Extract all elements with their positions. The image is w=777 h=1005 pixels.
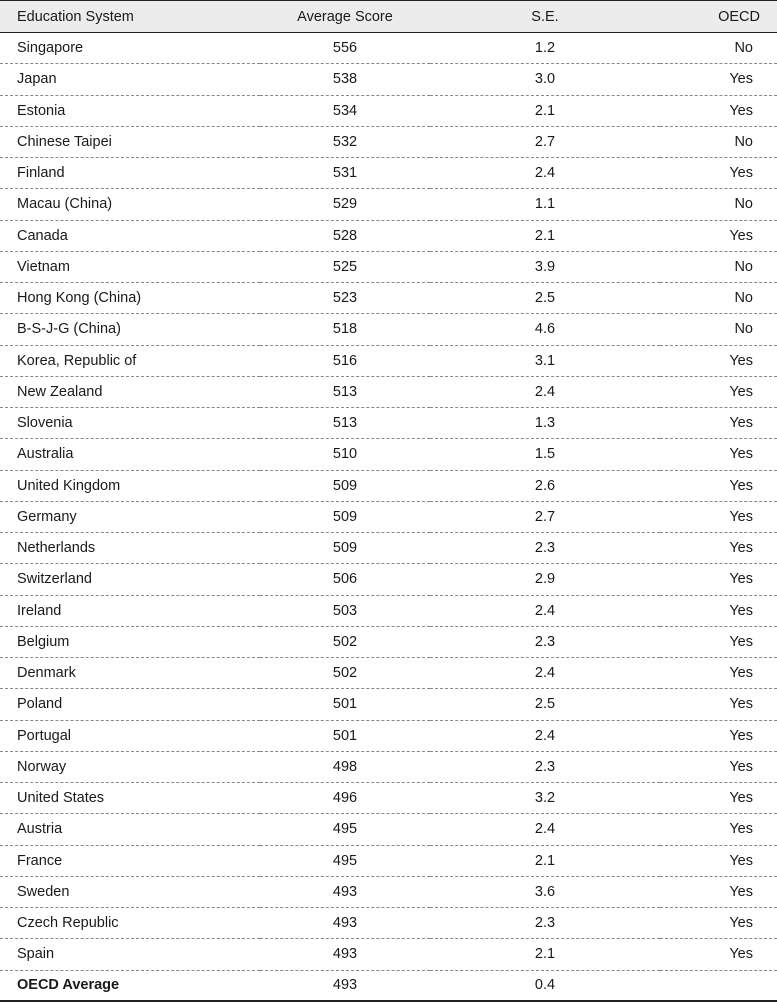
cell-average-score: 506	[260, 564, 430, 595]
cell-oecd: Yes	[660, 501, 777, 532]
cell-education-system: Netherlands	[0, 533, 260, 564]
oecd-average-row	[0, 970, 777, 1001]
cell-standard-error: 2.1	[430, 845, 660, 876]
cell-standard-error: 1.2	[430, 33, 660, 64]
cell-average-score: 495	[260, 845, 430, 876]
cell-average-score: 518	[260, 314, 430, 345]
average-score: 493	[260, 970, 430, 1001]
cell-education-system: Australia	[0, 439, 260, 470]
cell-education-system: Denmark	[0, 658, 260, 689]
table-row	[0, 220, 777, 251]
table-row	[0, 470, 777, 501]
table-row	[0, 158, 777, 189]
table-row	[0, 439, 777, 470]
cell-standard-error: 2.5	[430, 689, 660, 720]
cell-oecd: Yes	[660, 220, 777, 251]
cell-standard-error: 1.5	[430, 439, 660, 470]
cell-standard-error: 2.9	[430, 564, 660, 595]
table-header	[0, 1, 777, 33]
cell-average-score: 513	[260, 408, 430, 439]
cell-average-score: 496	[260, 783, 430, 814]
cell-oecd: Yes	[660, 626, 777, 657]
cell-average-score: 532	[260, 126, 430, 157]
cell-education-system: United Kingdom	[0, 470, 260, 501]
cell-standard-error: 3.9	[430, 251, 660, 282]
table-row	[0, 626, 777, 657]
header-row	[0, 1, 777, 33]
cell-average-score: 501	[260, 720, 430, 751]
cell-oecd: No	[660, 33, 777, 64]
cell-oecd: No	[660, 126, 777, 157]
cell-education-system: Macau (China)	[0, 189, 260, 220]
cell-oecd: Yes	[660, 845, 777, 876]
cell-standard-error: 3.1	[430, 345, 660, 376]
cell-standard-error: 2.1	[430, 939, 660, 970]
cell-standard-error: 2.4	[430, 658, 660, 689]
cell-oecd: Yes	[660, 564, 777, 595]
cell-oecd: No	[660, 251, 777, 282]
cell-standard-error: 2.5	[430, 283, 660, 314]
cell-standard-error: 2.4	[430, 814, 660, 845]
cell-education-system: Ireland	[0, 595, 260, 626]
table-row	[0, 595, 777, 626]
cell-oecd: Yes	[660, 376, 777, 407]
cell-average-score: 528	[260, 220, 430, 251]
cell-average-score: 556	[260, 33, 430, 64]
table-row	[0, 251, 777, 282]
cell-average-score: 509	[260, 533, 430, 564]
table-row	[0, 533, 777, 564]
cell-education-system: France	[0, 845, 260, 876]
cell-average-score: 498	[260, 751, 430, 782]
cell-standard-error: 2.3	[430, 533, 660, 564]
table-row	[0, 345, 777, 376]
cell-oecd: Yes	[660, 439, 777, 470]
table-row	[0, 783, 777, 814]
cell-oecd: Yes	[660, 720, 777, 751]
table-row	[0, 939, 777, 970]
cell-oecd: Yes	[660, 533, 777, 564]
cell-education-system: Slovenia	[0, 408, 260, 439]
cell-education-system: Japan	[0, 64, 260, 95]
cell-education-system: United States	[0, 783, 260, 814]
cell-education-system: Portugal	[0, 720, 260, 751]
header-standard-error: S.E.	[430, 1, 660, 33]
header-education-system: Education System	[0, 1, 260, 33]
table-row	[0, 564, 777, 595]
cell-standard-error: 3.0	[430, 64, 660, 95]
cell-oecd: Yes	[660, 689, 777, 720]
cell-oecd: Yes	[660, 64, 777, 95]
cell-average-score: 502	[260, 658, 430, 689]
cell-standard-error: 2.3	[430, 751, 660, 782]
cell-average-score: 503	[260, 595, 430, 626]
header-average-score: Average Score	[260, 1, 430, 33]
table-row	[0, 64, 777, 95]
cell-average-score: 510	[260, 439, 430, 470]
cell-education-system: Poland	[0, 689, 260, 720]
cell-standard-error: 2.4	[430, 595, 660, 626]
table-row	[0, 95, 777, 126]
cell-education-system: New Zealand	[0, 376, 260, 407]
average-name: OECD Average	[0, 970, 260, 1001]
table-row	[0, 189, 777, 220]
cell-oecd: No	[660, 189, 777, 220]
cell-education-system: Estonia	[0, 95, 260, 126]
table-row	[0, 314, 777, 345]
average-se: 0.4	[430, 970, 660, 1001]
cell-average-score: 493	[260, 908, 430, 939]
cell-oecd: Yes	[660, 95, 777, 126]
cell-oecd: Yes	[660, 408, 777, 439]
table-row	[0, 845, 777, 876]
cell-average-score: 513	[260, 376, 430, 407]
cell-education-system: B-S-J-G (China)	[0, 314, 260, 345]
cell-oecd: Yes	[660, 470, 777, 501]
cell-standard-error: 3.6	[430, 876, 660, 907]
cell-oecd: Yes	[660, 751, 777, 782]
table-row	[0, 751, 777, 782]
cell-average-score: 534	[260, 95, 430, 126]
cell-average-score: 529	[260, 189, 430, 220]
cell-standard-error: 2.3	[430, 908, 660, 939]
cell-standard-error: 1.1	[430, 189, 660, 220]
cell-oecd: Yes	[660, 158, 777, 189]
cell-average-score: 493	[260, 939, 430, 970]
table-row	[0, 908, 777, 939]
cell-oecd: No	[660, 283, 777, 314]
header-oecd: OECD	[660, 1, 777, 33]
cell-average-score: 493	[260, 876, 430, 907]
cell-standard-error: 2.4	[430, 158, 660, 189]
cell-education-system: Spain	[0, 939, 260, 970]
cell-oecd: No	[660, 314, 777, 345]
cell-average-score: 523	[260, 283, 430, 314]
cell-education-system: Chinese Taipei	[0, 126, 260, 157]
cell-standard-error: 2.4	[430, 720, 660, 751]
cell-education-system: Finland	[0, 158, 260, 189]
cell-oecd: Yes	[660, 814, 777, 845]
cell-education-system: Vietnam	[0, 251, 260, 282]
cell-average-score: 531	[260, 158, 430, 189]
cell-education-system: Austria	[0, 814, 260, 845]
cell-standard-error: 2.3	[430, 626, 660, 657]
cell-education-system: Singapore	[0, 33, 260, 64]
average-oecd	[660, 970, 777, 1001]
cell-standard-error: 2.6	[430, 470, 660, 501]
cell-average-score: 501	[260, 689, 430, 720]
table-row	[0, 376, 777, 407]
cell-standard-error: 2.4	[430, 376, 660, 407]
table-row	[0, 501, 777, 532]
cell-standard-error: 1.3	[430, 408, 660, 439]
cell-standard-error: 4.6	[430, 314, 660, 345]
table-row	[0, 33, 777, 64]
cell-standard-error: 3.2	[430, 783, 660, 814]
cell-standard-error: 2.1	[430, 95, 660, 126]
cell-standard-error: 2.1	[430, 220, 660, 251]
table-row	[0, 876, 777, 907]
cell-education-system: Sweden	[0, 876, 260, 907]
cell-average-score: 495	[260, 814, 430, 845]
cell-education-system: Germany	[0, 501, 260, 532]
table-row	[0, 126, 777, 157]
cell-average-score: 525	[260, 251, 430, 282]
table-row	[0, 283, 777, 314]
cell-oecd: Yes	[660, 783, 777, 814]
cell-education-system: Switzerland	[0, 564, 260, 595]
cell-education-system: Hong Kong (China)	[0, 283, 260, 314]
cell-average-score: 509	[260, 470, 430, 501]
cell-oecd: Yes	[660, 658, 777, 689]
cell-oecd: Yes	[660, 908, 777, 939]
table-row	[0, 658, 777, 689]
table-row	[0, 814, 777, 845]
cell-standard-error: 2.7	[430, 126, 660, 157]
cell-oecd: Yes	[660, 876, 777, 907]
cell-education-system: Norway	[0, 751, 260, 782]
cell-average-score: 538	[260, 64, 430, 95]
table-row	[0, 689, 777, 720]
cell-oecd: Yes	[660, 345, 777, 376]
cell-education-system: Canada	[0, 220, 260, 251]
table-row	[0, 720, 777, 751]
cell-oecd: Yes	[660, 939, 777, 970]
cell-education-system: Czech Republic	[0, 908, 260, 939]
cell-average-score: 509	[260, 501, 430, 532]
cell-standard-error: 2.7	[430, 501, 660, 532]
cell-oecd: Yes	[660, 595, 777, 626]
table-body	[0, 33, 777, 1002]
cell-average-score: 516	[260, 345, 430, 376]
table-row	[0, 408, 777, 439]
cell-education-system: Korea, Republic of	[0, 345, 260, 376]
cell-education-system: Belgium	[0, 626, 260, 657]
cell-average-score: 502	[260, 626, 430, 657]
